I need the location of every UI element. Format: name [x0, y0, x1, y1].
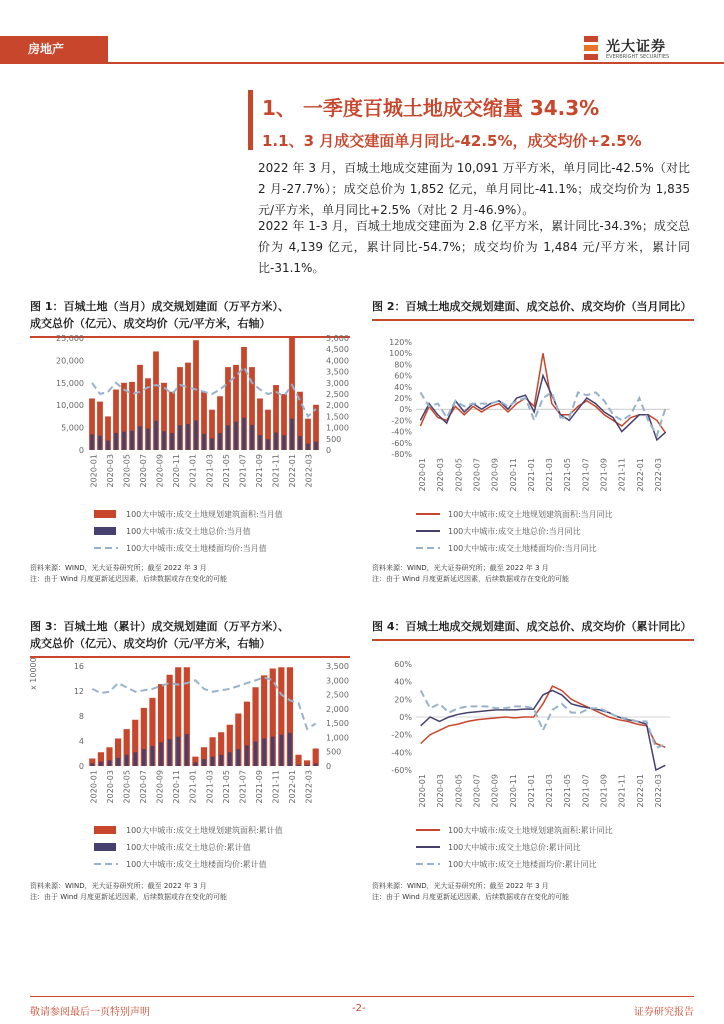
- x-tick-label: 2021-01: [188, 770, 198, 804]
- legend-label: 100大中城市:成交土地楼面均价:累计值: [126, 860, 267, 869]
- y-tick-label: -40%: [391, 427, 412, 437]
- figure-note: 注：由于 Wind 月度更新延迟因素，后续数据或存在变化的可能: [372, 893, 570, 901]
- page-number: -2-: [352, 1003, 366, 1014]
- figure-title-line: 图 3：百城土地（累计）成交规划建面（万平方米）、: [30, 620, 289, 633]
- bar-mark: [116, 758, 120, 766]
- x-tick-label: 2021-09: [255, 454, 264, 488]
- bar-mark: [170, 433, 173, 450]
- figure-source: 资料来源：WIND，光大证券研究所；截至 2022 年 3 月: [372, 882, 549, 890]
- bar-mark: [295, 755, 301, 766]
- x-tick-label: 2021-03: [205, 454, 215, 488]
- x-tick-label: 2021-01: [526, 774, 536, 808]
- figure-title-rule: [372, 319, 694, 321]
- bar-mark: [154, 421, 157, 450]
- y2-tick-label: 3,500: [326, 367, 349, 377]
- y2-tick-label: 2,500: [326, 690, 349, 700]
- legend-swatch: [94, 843, 116, 851]
- paragraph: 2022 年 3 月，百城土地成交建面为 10,091 万平方米，单月同比-42.5%（对比 2 月-27.7%）；成交总价为 1,852 亿元，单月同比-41.1%；成交均价为 1,835 元/平方米，单月同比+2.5%（对比 2 月-46.9%）。: [258, 161, 690, 217]
- bar-mark: [186, 424, 189, 450]
- legend-swatch: [94, 510, 116, 518]
- section-heading: 1、 一季度百城土地成交缩量 34.3%: [262, 96, 600, 120]
- bar-mark: [194, 762, 198, 766]
- y2-tick-label: 1,000: [326, 733, 349, 743]
- x-tick-label: 2020-07: [472, 458, 482, 492]
- x-tick-label: 2020-01: [418, 458, 428, 492]
- x-tick-label: 2021-01: [188, 454, 198, 488]
- figure-title: [30, 298, 350, 332]
- x-tick-label: 2020-09: [490, 774, 500, 808]
- bar-mark: [125, 755, 129, 766]
- x-tick-label: 2020-01: [89, 770, 99, 804]
- x-tick-label: 2022-03: [653, 774, 663, 808]
- bar-mark: [306, 444, 309, 450]
- x-tick-label: 2020-09: [155, 454, 165, 488]
- figure-chart: [29, 657, 350, 806]
- series-line: [420, 392, 665, 435]
- legend-label: 100大中城市:成交土地总价:当月值: [126, 527, 251, 536]
- bar-mark: [114, 433, 117, 450]
- y-tick-label: 20,000: [56, 356, 84, 366]
- bar-mark: [250, 425, 253, 450]
- legend-swatch: [94, 527, 116, 535]
- company-logo: [584, 34, 694, 64]
- y2-tick-label: 5,000: [326, 334, 349, 343]
- bar-mark: [168, 739, 172, 766]
- y-tick-label: 20%: [394, 394, 412, 403]
- bar-mark: [159, 742, 163, 766]
- y-tick-label: 40%: [394, 677, 412, 687]
- bar-mark: [185, 734, 189, 766]
- y-tick-label: 4: [78, 737, 84, 746]
- x-tick-label: 2020-07: [139, 770, 148, 804]
- y-tick-label: 8: [78, 712, 84, 721]
- x-tick-label: 2022-01: [288, 770, 298, 804]
- legend-label: 100大中城市:成交土地楼面均价:累计同比: [448, 860, 597, 869]
- y-tick-label: -20%: [391, 730, 412, 740]
- x-tick-label: 2022-03: [304, 454, 314, 488]
- y2-tick-label: 500: [326, 747, 342, 757]
- legend-label: 100大中城市:成交土地规划建筑面积:当月值: [126, 510, 283, 519]
- x-tick-label: 2021-07: [238, 770, 248, 804]
- x-tick-label: 2022-01: [635, 774, 645, 808]
- logo-text: 光大证券: [606, 39, 666, 55]
- y2-tick-label: 4,000: [326, 356, 349, 366]
- x-tick-label: 2021-03: [545, 458, 555, 492]
- y-tick-label: 25,000: [56, 334, 84, 343]
- y2-tick-label: 3,500: [326, 662, 349, 671]
- x-tick-label: 2021-09: [599, 458, 609, 492]
- bar-mark: [290, 419, 293, 450]
- x-tick-label: 2020-05: [122, 770, 132, 804]
- figure-chart: [30, 334, 350, 490]
- legend-label: 100大中城市:成交土地楼面均价:当月值: [126, 544, 267, 553]
- y2-tick-label: 4,500: [326, 345, 349, 355]
- bar-mark: [280, 735, 284, 766]
- bar-mark: [162, 431, 165, 450]
- bar-mark: [108, 760, 112, 766]
- x-tick-label: 2021-05: [563, 774, 573, 808]
- bar-mark: [314, 442, 317, 450]
- chart-legend: [30, 822, 350, 874]
- bar-mark: [258, 435, 261, 450]
- y-tick-label: 80%: [394, 360, 412, 370]
- figure-note: 注：由于 Wind 月度更新延迟因素，后续数据或存在变化的可能: [372, 575, 570, 583]
- section-tag: 房地产: [0, 36, 108, 62]
- y2-tick-label: 3,000: [326, 676, 349, 686]
- x-tick-label: 2021-07: [238, 454, 248, 488]
- bar-mark: [228, 752, 232, 766]
- x-tick-label: 2021-03: [205, 770, 215, 804]
- x-tick-label: 2020-11: [172, 454, 182, 488]
- bar-mark: [210, 438, 213, 450]
- x-tick-label: 2021-11: [271, 770, 281, 804]
- legend-swatch: [94, 826, 116, 834]
- y-tick-label: 5,000: [61, 423, 84, 433]
- y-tick-label: 20%: [394, 695, 412, 705]
- y2-tick-label: 2,500: [326, 390, 349, 399]
- bar-mark: [211, 757, 215, 766]
- y-tick-label: 12: [73, 687, 84, 696]
- logo-subtext: EVERBRIGHT SECURITIES: [606, 54, 670, 60]
- figure-title-line: 成交总价（亿元）、成交均价（元/平方米，右轴）: [30, 637, 271, 650]
- footer-divider: [30, 996, 694, 997]
- bar-mark: [226, 425, 229, 450]
- y2-tick-label: 1,000: [326, 423, 349, 433]
- y2-tick-label: 2,000: [326, 401, 349, 411]
- x-tick-label: 2021-07: [581, 458, 591, 492]
- x-tick-label: 2021-01: [526, 458, 536, 492]
- x-tick-label: 2020-11: [508, 458, 518, 492]
- bar-mark: [274, 433, 277, 450]
- bar-mark: [176, 737, 180, 766]
- x-tick-label: 2021-05: [563, 458, 573, 492]
- bar-mark: [202, 759, 206, 766]
- y-tick-label: 0%: [399, 713, 412, 722]
- figure-note: 注：由于 Wind 月度更新延迟因素，后续数据或存在变化的可能: [30, 575, 228, 583]
- bar-mark: [90, 434, 93, 450]
- disclaimer-link: 敬请参阅最后一页特别声明: [30, 1007, 150, 1018]
- y-tick-label: 40%: [394, 382, 412, 392]
- figure-note: 注：由于 Wind 月度更新延迟因素，后续数据或存在变化的可能: [30, 893, 228, 901]
- bar-mark: [133, 752, 137, 766]
- x-tick-label: 2020-03: [105, 454, 115, 488]
- y-tick-label: 10,000: [56, 401, 84, 411]
- bar-mark: [219, 755, 223, 766]
- paragraph: 2022 年 1-3 月，百城土地成交建面为 2.8 亿平方米，累计同比-34.3%；成交总价为 4,139 亿元，累计同比-54.7%；成交均价为 1,484 元/平方米，累计同比-31.1%。: [258, 219, 690, 275]
- bar-mark: [266, 439, 269, 450]
- x-tick-label: 2020-03: [436, 458, 446, 492]
- y2-tick-label: 0: [326, 446, 332, 455]
- y-tick-label: 16: [73, 662, 84, 671]
- x-tick-label: 2020-03: [105, 770, 115, 804]
- bar-mark: [288, 733, 292, 766]
- chart-legend: [30, 506, 350, 558]
- figure-source: 资料来源：WIND，光大证券研究所；截至 2022 年 3 月: [30, 564, 207, 572]
- y-tick-label: 15,000: [56, 378, 84, 388]
- subsection-heading: 1.1、3 月成交建面单月同比-42.5%，成交均价+2.5%: [262, 132, 642, 150]
- title-accent-bar: [248, 90, 253, 150]
- x-tick-label: 2022-01: [288, 454, 298, 488]
- bar-mark: [262, 739, 266, 767]
- y-tick-label: -60%: [391, 438, 412, 448]
- figure-title-line: 成交总价（亿元）、成交均价（元/平方米，右轴）: [30, 317, 271, 330]
- y-tick-label: -40%: [391, 748, 412, 758]
- x-tick-label: 2020-07: [139, 454, 148, 488]
- chart-legend: [372, 822, 694, 874]
- bar-mark: [254, 742, 258, 766]
- bar-mark: [242, 418, 245, 450]
- x-tick-label: 2021-09: [599, 774, 609, 808]
- x-tick-label: 2020-05: [454, 774, 464, 808]
- bar-mark: [237, 749, 241, 766]
- x-tick-label: 2020-11: [508, 774, 518, 808]
- bar-mark: [138, 426, 141, 450]
- x-tick-label: 2020-09: [155, 770, 165, 804]
- bar-mark: [122, 432, 125, 450]
- logo-mark-icon: [584, 36, 598, 60]
- bar-mark: [178, 425, 181, 450]
- y-tick-label: -80%: [391, 450, 412, 459]
- legend-label: 100大中城市:成交土地总价:当月同比: [448, 527, 581, 536]
- bar-mark: [99, 762, 103, 766]
- x-tick-label: 2021-07: [581, 774, 591, 808]
- x-tick-label: 2021-11: [617, 774, 627, 808]
- x-tick-label: 2021-03: [545, 774, 555, 808]
- legend-label: 100大中城市:成交土地楼面均价:当月同比: [448, 544, 597, 553]
- bar-mark: [305, 765, 309, 766]
- y-tick-label: 60%: [394, 660, 412, 669]
- bar-mark: [271, 737, 275, 766]
- x-tick-label: 2020-01: [418, 774, 428, 808]
- y2-tick-label: 0: [326, 762, 332, 771]
- legend-label: 100大中城市:成交土地总价:累计值: [126, 843, 251, 852]
- x-tick-label: 2020-05: [454, 458, 464, 492]
- figure-title-rule: [372, 639, 694, 641]
- x-tick-label: 2021-11: [271, 454, 281, 488]
- y-unit-label: x 10000: [29, 657, 38, 690]
- x-tick-label: 2020-03: [436, 774, 446, 808]
- y-tick-label: -60%: [391, 766, 412, 775]
- x-tick-label: 2020-11: [172, 770, 182, 804]
- bar-mark: [297, 765, 301, 766]
- y-tick-label: 60%: [394, 371, 412, 381]
- x-tick-label: 2020-01: [89, 454, 99, 488]
- figure-title: [372, 618, 694, 635]
- x-tick-label: 2021-05: [221, 454, 231, 488]
- figure-source: 资料来源：WIND，光大证券研究所；截至 2022 年 3 月: [30, 882, 207, 890]
- x-tick-label: 2022-01: [635, 458, 645, 492]
- figure-chart: [372, 338, 694, 494]
- legend-label: 100大中城市:成交土地总价:累计同比: [448, 843, 581, 852]
- y-tick-label: 0: [78, 762, 84, 771]
- x-tick-label: 2021-05: [221, 770, 231, 804]
- report-type: 证券研究报告: [634, 1007, 694, 1018]
- y2-tick-label: 3,000: [326, 378, 349, 388]
- figure-title-line: 图 4：百城土地成交规划建面、成交总价、成交均价（累计同比）: [372, 620, 692, 633]
- y2-tick-label: 1,500: [326, 719, 349, 729]
- x-tick-label: 2020-05: [122, 454, 132, 488]
- bar-mark: [245, 745, 249, 766]
- bar-mark: [151, 746, 155, 766]
- x-tick-label: 2020-09: [490, 458, 500, 492]
- x-tick-label: 2020-07: [472, 774, 482, 808]
- y2-tick-label: 1,500: [326, 412, 349, 422]
- figure-source: 资料来源：WIND，光大证券研究所；截至 2022 年 3 月: [372, 564, 549, 572]
- y-tick-label: 0%: [399, 405, 412, 415]
- bar-mark: [282, 435, 285, 450]
- x-tick-label: 2022-03: [653, 458, 663, 492]
- bar-mark: [314, 764, 318, 767]
- bar-mark: [98, 436, 101, 450]
- bar-mark: [146, 428, 149, 450]
- y-tick-label: -20%: [391, 416, 412, 426]
- x-tick-label: 2022-03: [304, 770, 314, 804]
- series-line: [420, 353, 665, 433]
- y-tick-label: 100%: [389, 349, 412, 359]
- figure-title-line: 图 1：百城土地（当月）成交规划建面（万平方米）、: [30, 300, 289, 313]
- bar-mark: [130, 431, 133, 450]
- legend-label: 100大中城市:成交土地规划建筑面积:累计值: [126, 826, 283, 835]
- y2-tick-label: 500: [326, 434, 342, 444]
- bar-mark: [90, 764, 94, 767]
- chart-legend: [372, 506, 694, 558]
- figure-title: [372, 298, 694, 315]
- y2-tick-label: 2,000: [326, 704, 349, 714]
- y-tick-label: 0: [78, 446, 84, 455]
- bar-mark: [234, 422, 237, 450]
- x-tick-label: 2021-09: [255, 770, 264, 804]
- bar-mark: [202, 434, 205, 450]
- bar-mark: [142, 749, 146, 766]
- bar-mark: [194, 420, 197, 450]
- bar-mark: [106, 441, 109, 450]
- x-tick-label: 2021-11: [617, 458, 627, 492]
- figure-title-rule: [30, 656, 350, 658]
- figure-chart: [372, 660, 694, 810]
- bar-mark: [218, 433, 221, 450]
- legend-label: 100大中城市:成交土地规划建筑面积:累计同比: [448, 826, 613, 835]
- legend-label: 100大中城市:成交土地规划建筑面积:当月同比: [448, 510, 613, 519]
- y-tick-label: 120%: [389, 338, 412, 347]
- bar-mark: [313, 749, 319, 767]
- figure-title-line: 图 2：百城土地成交规划建面、成交总价、成交均价（当月同比）: [372, 300, 692, 313]
- figure-title: [30, 618, 350, 652]
- bar-mark: [298, 436, 301, 450]
